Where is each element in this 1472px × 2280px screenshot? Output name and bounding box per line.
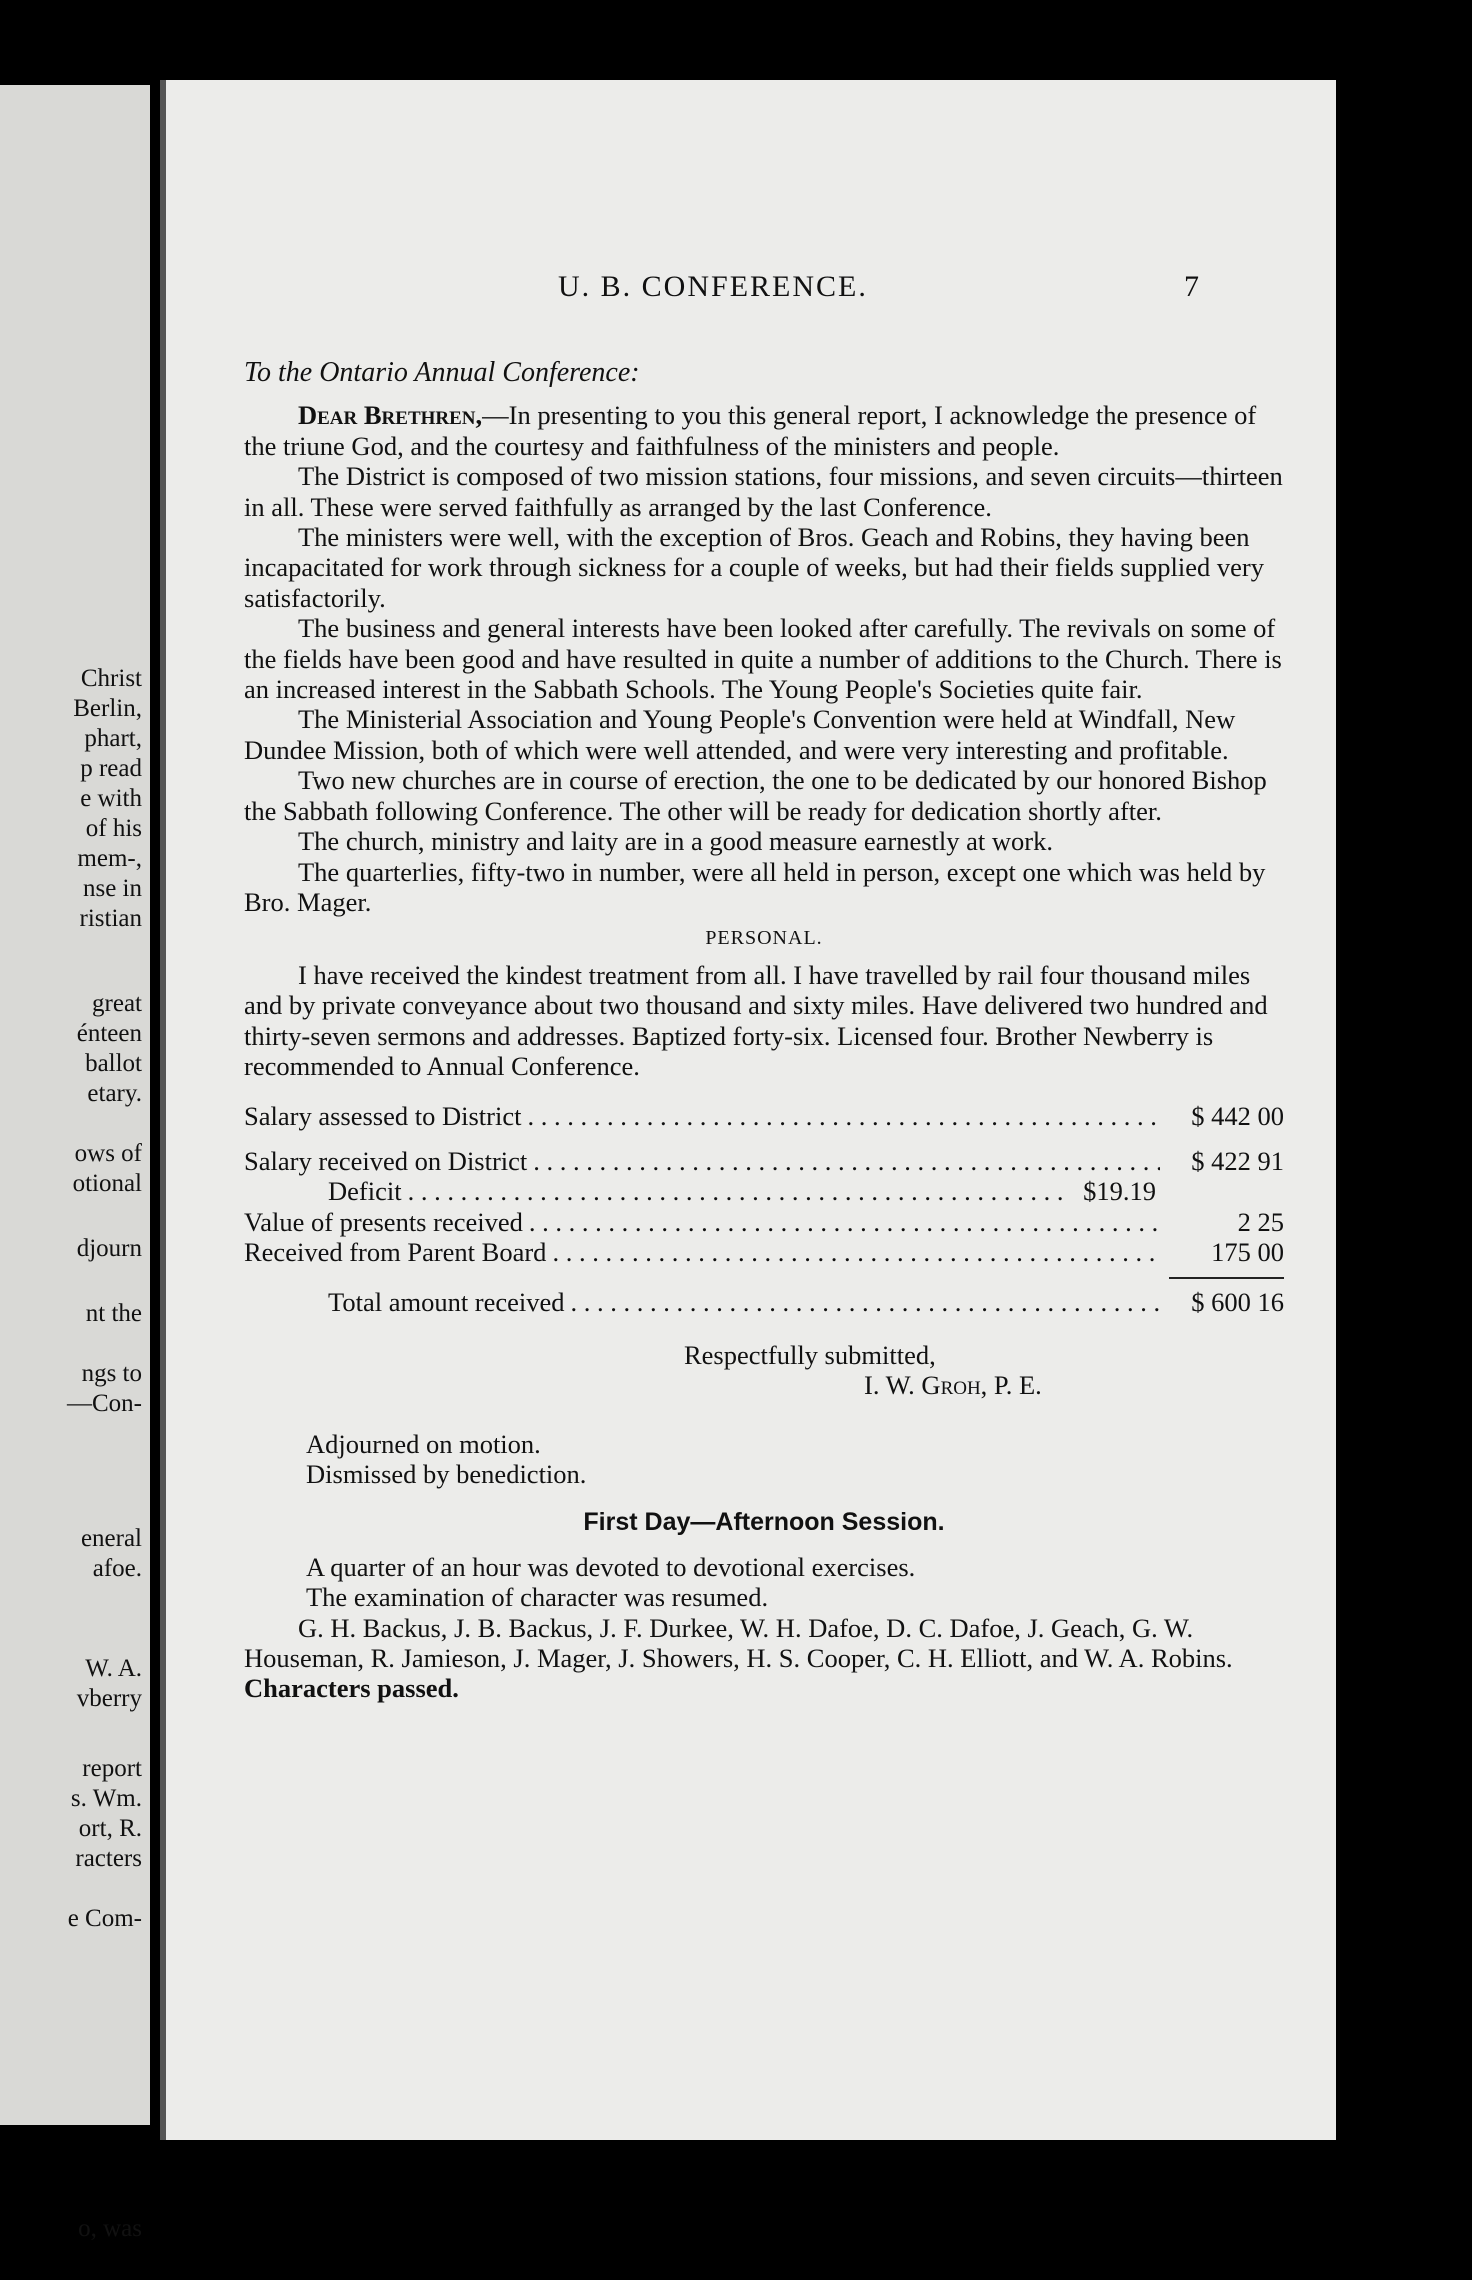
personal-heading: PERSONAL. [705, 927, 823, 950]
margin-fragment: vberry [76, 1685, 142, 1712]
characters-names: G. H. Backus, J. B. Backus, J. F. Durkee, W. H. Dafoe, D. C. Dafoe, J. Geach, G. W. Houseman, R. Jamieson, J. Mager, J. Showers, H. S. Cooper, C. H. Elliott, and W. A. Robins. [244, 1612, 1233, 1674]
page-number: 7 [1184, 270, 1201, 303]
margin-fragment: nt the [85, 1300, 142, 1327]
margin-fragment: ristian [79, 905, 142, 932]
account-amount: $19.19 [1083, 1176, 1156, 1207]
margin-fragment: ballot [85, 1050, 142, 1077]
account-label: Salary received on District [244, 1145, 528, 1176]
margin-fragment: afoe. [92, 1555, 142, 1582]
left-page-fragment [0, 85, 150, 2242]
account-label: Salary assessed to District [244, 1101, 522, 1132]
session-line: The examination of character was resumed. [306, 1582, 769, 1613]
margin-fragment: ngs to [81, 1360, 142, 1387]
account-amount: $ 600 16 [1191, 1287, 1284, 1318]
report-paragraph: The business and general interests have been looked after carefully. The revivals on some of the fields have been good and have resulted in quite a number of additions to the Church. There is an increased interest in the Sabbath Schools. The Young People's Societies quite fair. [244, 613, 1282, 705]
sum-rule [1169, 1277, 1284, 1279]
report-paragraph: The ministers were well, with the exception of Bros. Geach and Robins, they having been incapacitated for work through sickness for a couple of weeks, but had their fields supplied very satisfactorily. [244, 522, 1264, 613]
leader-dots [527, 1101, 1160, 1131]
margin-fragment: racters [75, 1845, 142, 1872]
margin-fragment: mem-, [77, 845, 142, 872]
margin-fragment: e Com- [67, 1905, 142, 1932]
account-label: Total amount received [328, 1287, 565, 1318]
margin-fragment: o, was [78, 2215, 142, 2242]
account-amount: $ 442 00 [1191, 1101, 1284, 1132]
personal-paragraph: I have received the kindest treatment from all. I have travelled by rail four thousand miles and by private conveyance about two thousand and sixty miles. Have delivered two hundred and thirty-seven sermons and addresses. Baptized forty-six. Licensed four. Brother Newberry is recommended to Annual Conference. [244, 959, 1268, 1081]
account-row [328, 1176, 1156, 1206]
leader-dots [408, 1176, 1070, 1206]
account-row [244, 1146, 1284, 1176]
session-heading: First Day—Afternoon Session. [583, 1508, 945, 1537]
characters-paragraph [244, 1613, 1284, 1704]
report-body [244, 358, 1284, 1704]
account-amount: 2 25 [1237, 1206, 1284, 1237]
margin-fragment: report [82, 1755, 142, 1782]
report-paragraph: The District is composed of two mission stations, four missions, and seven circuits—thirteen in all. These were served faithfully as arranged by the last Conference. [244, 461, 1283, 522]
account-row [244, 1207, 1284, 1237]
running-title: U. B. CONFERENCE. [558, 270, 868, 303]
account-amount: 175 00 [1211, 1236, 1284, 1267]
margin-fragment: Berlin, [73, 695, 142, 722]
adjourned-line: Adjourned on motion. [306, 1428, 541, 1459]
account-row [328, 1287, 1284, 1317]
account-row [244, 1101, 1284, 1131]
characters-result: Characters passed. [244, 1673, 459, 1704]
opening-caps: Dear Brethren, [298, 400, 483, 431]
account-label: Deficit [328, 1176, 402, 1207]
leader-dots [571, 1287, 1160, 1317]
margin-fragment: W. A. [85, 1655, 142, 1682]
report-paragraph: The church, ministry and laity are in a good measure earnestly at work. [298, 826, 1053, 857]
leader-dots [552, 1237, 1160, 1267]
margin-fragment: Christ [80, 665, 142, 692]
session-line: A quarter of an hour was devoted to devotional exercises. [306, 1551, 916, 1582]
margin-fragment: etary. [87, 1080, 142, 1107]
margin-fragment: e with [80, 785, 142, 812]
margin-fragment: ort, R. [78, 1815, 142, 1842]
margin-fragment: —Con- [67, 1390, 142, 1417]
signature-name: I. W. Groh, P. E. [864, 1370, 1042, 1401]
report-paragraph: Two new churches are in course of erection, the one to be dedicated by our honored Bishop the Sabbath following Conference. The other will be ready for dedication shortly after. [244, 765, 1267, 826]
account-amount: $ 422 91 [1191, 1145, 1284, 1176]
salutation: To the Ontario Annual Conference: [244, 357, 640, 388]
report-paragraph: The quarterlies, fifty-two in number, were all held in person, except one which was held by Bro. Mager. [244, 856, 1266, 917]
margin-fragment: of his [85, 815, 142, 842]
margin-fragment: nse in [82, 875, 142, 902]
margin-fragment: eneral [80, 1525, 142, 1552]
margin-fragment: p read [80, 755, 142, 782]
leader-dots [533, 1146, 1160, 1176]
margin-fragment: phart, [84, 725, 142, 752]
signature-closing: Respectfully submitted, [684, 1339, 936, 1370]
leader-dots [529, 1207, 1160, 1237]
opening-paragraph [244, 400, 1284, 461]
report-paragraph: The Ministerial Association and Young People's Convention were held at Windfall, New Dundee Mission, both of which were well attended, and were very interesting and profitable. [244, 704, 1236, 765]
account-label: Received from Parent Board [244, 1236, 547, 1267]
margin-fragment: énteen [76, 1020, 142, 1047]
margin-fragment: great [92, 990, 142, 1017]
account-row [244, 1237, 1284, 1267]
document-page [160, 80, 1336, 2140]
dismissed-line: Dismissed by benediction. [306, 1459, 587, 1489]
opening-rest: —In presenting to you this general report, I acknowledge the presence of the triune God, and the courtesy and faithfulness of the ministers and people. [244, 400, 1257, 461]
margin-fragment: otional [72, 1170, 142, 1197]
account-label: Value of presents received [244, 1206, 523, 1237]
margin-fragment: ows of [74, 1140, 142, 1167]
margin-fragment: s. Wm. [70, 1785, 142, 1812]
margin-fragment: djourn [76, 1235, 142, 1262]
